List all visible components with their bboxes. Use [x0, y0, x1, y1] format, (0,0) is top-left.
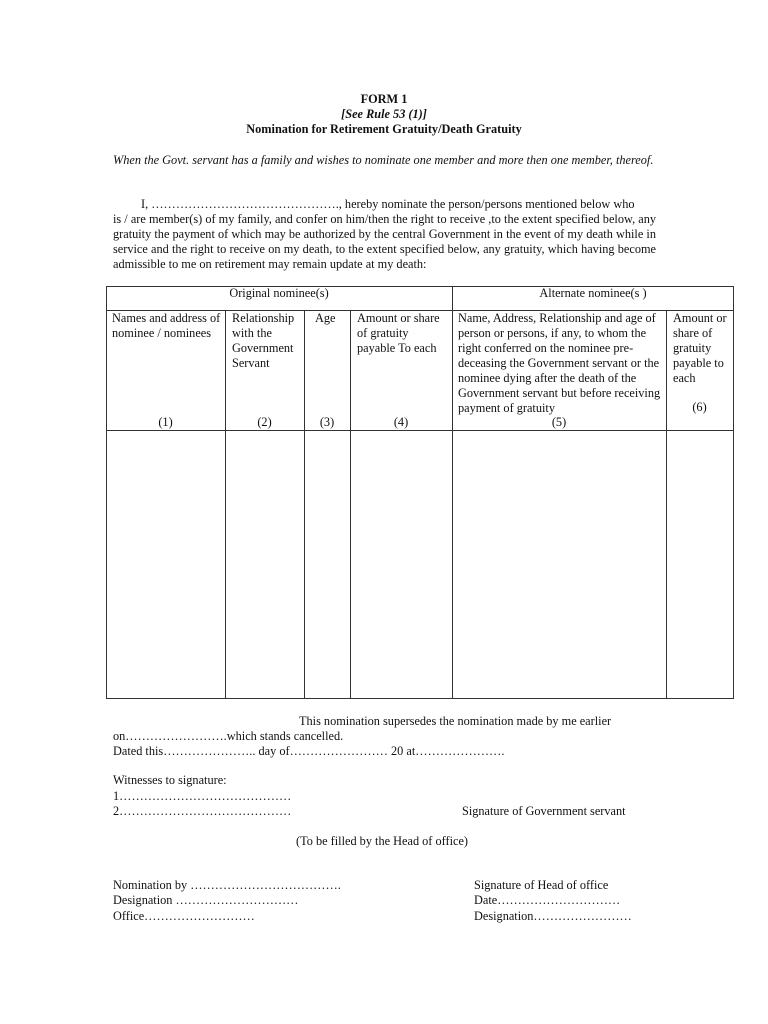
- col-header-amount: Amount or share of gratuity payable To each: [357, 311, 440, 355]
- declaration-paragraph: [113, 197, 656, 272]
- office-line: Office………………………: [113, 909, 255, 923]
- group-original-nominees: Original nominee(s): [229, 286, 329, 300]
- table-border-bottom: [106, 698, 734, 699]
- col-header-alternate-person: Name, Address, Relationship and age of person or persons, if any, to whom the right conferred on the nominee pre-deceasing the Government servant or the nominee dying after the death of the Government servant but before receiving payment of gratuity: [458, 311, 661, 415]
- witness-2-line: 2……………………………………: [113, 804, 292, 818]
- col-divider-5: [666, 310, 667, 699]
- govt-servant-signature-label: Signature of Government servant: [462, 804, 626, 818]
- dated-text: Dated this………………….. day of…………………… 20 at………………….: [113, 744, 505, 758]
- witnesses-label: Witnesses to signature:: [113, 773, 227, 787]
- col-divider-4: [452, 286, 453, 699]
- head-of-office-note: (To be filled by the Head of office): [296, 834, 469, 848]
- rule-reference: [See Rule 53 (1)]: [341, 107, 427, 121]
- col-number-5: (5): [551, 415, 567, 429]
- table-header-divider: [106, 430, 734, 431]
- col-number-6: (6): [692, 400, 707, 414]
- form-subtitle: Nomination for Retirement Gratuity/Death Gratuity: [246, 122, 522, 136]
- cancelled-text: on…………………….which stands cancelled.: [113, 729, 344, 743]
- supersedes-text: This nomination supersedes the nomination made by me earlier: [299, 714, 612, 728]
- witness-1-line: 1……………………………………: [113, 789, 292, 803]
- col-number-4: (4): [393, 415, 409, 429]
- table-border-right: [733, 286, 734, 699]
- col-header-alternate-amount: Amount or share of gratuity payable to each: [673, 311, 727, 385]
- date-line: Date…………………………: [474, 893, 621, 907]
- col-header-relationship: Relationship with the Government Servant: [232, 311, 295, 370]
- col-divider-3: [350, 310, 351, 699]
- col-number-2: (2): [257, 415, 272, 429]
- table-border-left: [106, 286, 107, 699]
- col-header-names: Names and address of nominee / nominees: [112, 311, 221, 340]
- intro-text: When the Govt. servant has a family and wishes to nominate one member and more then one member, thereof.: [113, 153, 654, 167]
- col-header-age: Age: [315, 311, 336, 325]
- group-alternate-nominees: Alternate nominee(s ): [539, 286, 647, 300]
- col-number-3: (3): [319, 415, 335, 429]
- designation-left-line: Designation …………………………: [113, 893, 299, 907]
- head-signature-label: Signature of Head of office: [474, 878, 609, 892]
- nominee-table: [106, 286, 734, 699]
- designation-right-line: Designation……………………: [474, 909, 632, 923]
- declaration-line1: I, ………………………………………., hereby nominate the person/persons mentioned below who: [141, 197, 635, 211]
- col-divider-1: [225, 310, 226, 699]
- col-number-1: (1): [158, 415, 173, 429]
- nomination-by-line: Nomination by ……………………………….: [113, 878, 341, 892]
- declaration-body: is / are member(s) of my family, and confer on him/then the right to receive ,to the extent specified below, any gratuity the payment of which may be authorized by the central Government in the event of my death while in service and the right to receive on my death, to the extent specified below, any gratuity, which having become admissible to me on retirement may remain update at my death:: [113, 212, 656, 271]
- form-title: FORM 1: [360, 92, 408, 106]
- form-header: [0, 92, 768, 137]
- col-divider-2: [304, 310, 305, 699]
